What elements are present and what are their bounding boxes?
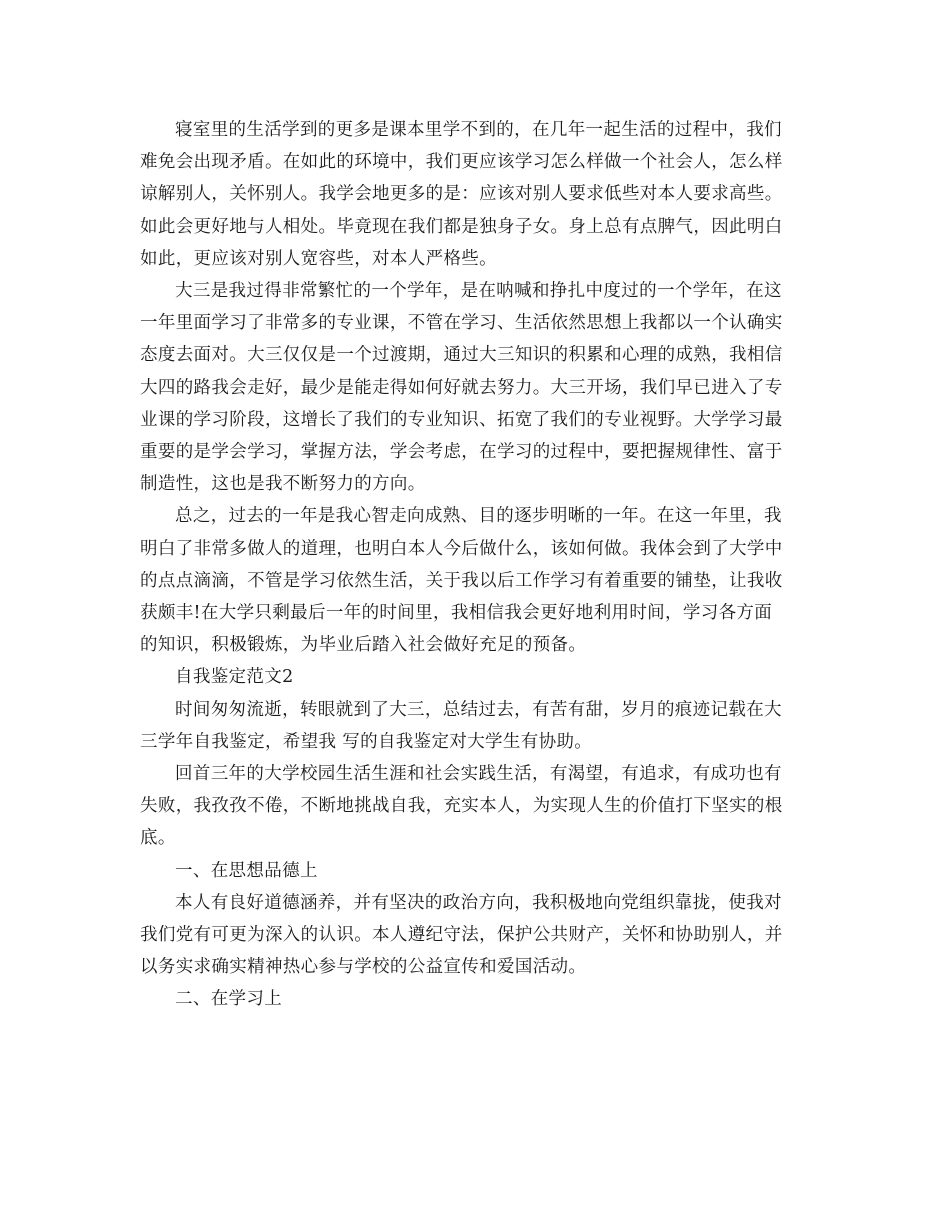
text-line: 失败，我孜孜不倦，不断地挑战自我，充实本人，为实现人生的价值打下坚实的根: [140, 796, 783, 817]
paragraph-junior-year: [140, 275, 812, 500]
text-line: 的知识，积极锻炼，为毕业后踏入社会做好充足的预备。: [140, 635, 587, 656]
text-line: 明白了非常多做人的道理，也明白本人今后做什么，该如何做。我体会到了大学中: [140, 538, 783, 559]
text-line: 回首三年的大学校园生活生涯和社会实践生活，有渴望，有追求，有成功也有: [175, 764, 782, 785]
text-line: 底。: [140, 828, 176, 849]
text-line: 二、在学习上: [175, 989, 283, 1010]
text-line: 如此会更好地与人相处。毕竟现在我们都是独身子女。身上总有点脾气，因此明白: [140, 216, 783, 237]
text-line: 寝室里的生活学到的更多是课本里学不到的，在几年一起生活的过程中，我们: [175, 120, 782, 140]
text-line: 获颇丰!在大学只剩最后一年的时间里，我相信我会更好地利用时间，学习各方面: [140, 603, 773, 624]
text-line: 难免会出现矛盾。在如此的环境中，我们更应该学习怎么样做一个社会人，怎么样: [140, 152, 783, 173]
text-line: 大四的路我会走好，最少是能走得如何好就去努力。大三开场，我们早已进入了专: [140, 377, 783, 398]
paragraph-morality: [140, 887, 812, 984]
paragraph-time-passes: [140, 694, 812, 758]
text-line: 制造性，这也是我不断努力的方向。: [140, 474, 426, 495]
text-line: 重要的是学会学习，掌握方法，学会考虑，在学习的过程中，要把握规律性、富于: [140, 442, 783, 463]
text-line: 一年里面学习了非常多的专业课，不管在学习、生活依然思想上我都以一个认确实: [140, 313, 783, 334]
section-heading-sample-2: [140, 661, 812, 693]
text-line: 大三是我过得非常繁忙的一个学年，是在呐喊和挣扎中度过的一个学年，在这: [175, 281, 782, 302]
paragraph-looking-back: [140, 758, 812, 855]
document-body: [140, 114, 812, 1016]
text-line: 如此，更应该对别人宽容些，对本人严格些。: [140, 248, 497, 269]
section-heading-study: [140, 983, 812, 1015]
paragraph-dorm-life: [140, 114, 812, 275]
text-line: 三学年自我鉴定，希望我 写的自我鉴定对大学生有协助。: [140, 731, 593, 752]
paragraph-summary: [140, 500, 812, 661]
text-line: 时间匆匆流逝，转眼就到了大三，总结过去，有苦有甜，岁月的痕迹记载在大: [175, 699, 782, 720]
text-line: 态度去面对。大三仅仅是一个过渡期，通过大三知识的积累和心理的成熟，我相信: [140, 345, 783, 366]
section-heading-ideology: [140, 855, 812, 887]
text-line: 我们党有可更为深入的认识。本人遵纪守法，保护公共财产，关怀和协助别人，并: [140, 925, 783, 946]
text-line: 谅解别人，关怀别人。我学会地更多的是：应该对别人要求低些对本人要求高些。: [140, 184, 783, 205]
text-line: 业课的学习阶段，这增长了我们的专业知识、拓宽了我们的专业视野。大学学习最: [140, 409, 783, 430]
text-line: 一、在思想品德上: [175, 860, 318, 881]
text-line: 的点点滴滴，不管是学习依然生活，关于我以后工作学习有着重要的铺垫，让我收: [140, 570, 783, 591]
text-line: 本人有良好道德涵养，并有坚决的政治方向，我积极地向党组织靠拢，使我对: [175, 892, 782, 913]
text-line: 总之，过去的一年是我心智走向成熟、目的逐步明晰的一年。在这一年里，我: [175, 506, 782, 527]
text-line: 自我鉴定范文2: [175, 667, 294, 688]
text-line: 以务实求确实精神热心参与学校的公益宣传和爱国活动。: [140, 957, 587, 978]
